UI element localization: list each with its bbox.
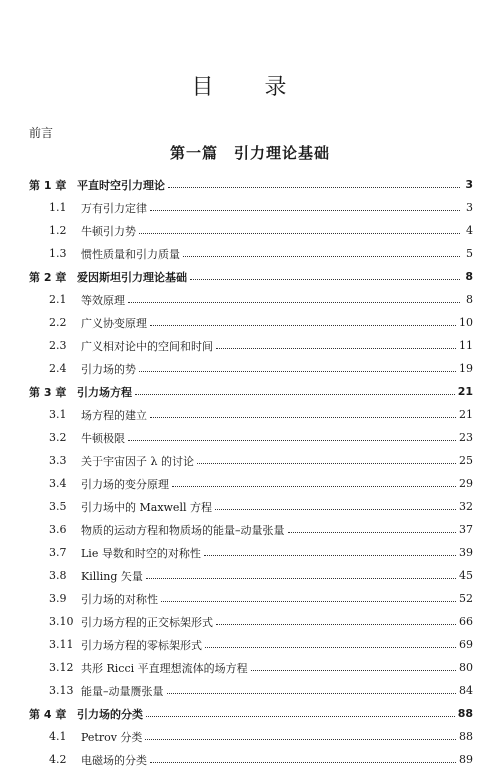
toc-entry-number: 3.2	[49, 431, 67, 444]
dot-leader	[150, 762, 456, 763]
toc-entry-title: 引力场的分类	[77, 707, 143, 721]
toc-entry-title: 引力场方程的正交标架形式	[81, 615, 213, 629]
toc-entry-page: 84	[459, 684, 473, 697]
toc-entry-number: 3.10	[49, 615, 74, 628]
toc-entry-title: 引力场中的 Maxwell 方程	[81, 500, 212, 514]
toc-entry-title: 等效原理	[81, 293, 125, 307]
dot-leader	[172, 486, 456, 487]
toc-section-row[interactable]	[29, 334, 473, 357]
toc-entry-title: 物质的运动方程和物质场的能量–动量张量	[81, 523, 285, 537]
dot-leader	[128, 302, 460, 303]
toc-entry-number: 3.11	[49, 638, 74, 651]
toc-entry-number: 3.5	[49, 500, 67, 513]
toc-chapter-row[interactable]	[29, 702, 473, 725]
toc-section-row[interactable]	[29, 587, 473, 610]
toc-entry-title: 关于宇宙因子 λ 的讨论	[81, 454, 194, 468]
toc-entry-title: Killing 矢量	[81, 569, 143, 583]
dot-leader	[204, 555, 456, 556]
toc-entry-page: 8	[466, 293, 473, 306]
toc-section-row[interactable]	[29, 242, 473, 265]
toc-entry-title: 能量–动量赝张量	[81, 684, 164, 698]
dot-leader	[135, 394, 455, 395]
toc-section-row[interactable]	[29, 610, 473, 633]
toc-section-row[interactable]	[29, 449, 473, 472]
dot-leader	[146, 716, 455, 717]
toc-entry-title: 引力场的势	[81, 362, 136, 376]
dot-leader	[205, 647, 456, 648]
toc-entry-page: 45	[459, 569, 473, 582]
toc-entry-title: 牛顿引力势	[81, 224, 136, 238]
toc-section-row[interactable]	[29, 196, 473, 219]
toc-entry-number: 4.1	[49, 730, 67, 743]
dot-leader	[251, 670, 456, 671]
toc-chapter-row[interactable]	[29, 380, 473, 403]
toc-entry-number: 3.3	[49, 454, 67, 467]
part-title: 第一篇 引力理论基础	[169, 144, 330, 162]
toc-entry-page: 4	[466, 224, 473, 237]
toc-entry-title: 广义协变原理	[81, 316, 147, 330]
toc-entry-number: 3.8	[49, 569, 67, 582]
toc-entry-page: 66	[459, 615, 473, 628]
dot-leader	[167, 693, 457, 694]
toc-section-row[interactable]	[29, 403, 473, 426]
toc-section-row[interactable]	[29, 311, 473, 334]
toc-entry-page: 37	[459, 523, 473, 536]
toc-entry-number: 第 3 章	[29, 385, 67, 399]
toc-entry-page: 21	[459, 408, 473, 421]
dot-leader	[216, 348, 456, 349]
toc-entry-page: 29	[459, 477, 473, 490]
toc-entry-page: 3	[465, 178, 473, 191]
dot-leader	[215, 509, 456, 510]
preface-entry[interactable]: 前言	[29, 126, 54, 140]
toc-entry-page: 88	[457, 707, 473, 720]
page-title: 目 录	[191, 75, 309, 100]
toc-entry-title: 惯性质量和引力质量	[81, 247, 180, 261]
dot-leader	[150, 210, 460, 211]
toc-entry-page: 89	[459, 753, 473, 766]
dot-leader	[183, 256, 460, 257]
toc-entry-title: 牛顿极限	[81, 431, 125, 445]
toc-entry-title: 共形 Ricci 平直理想流体的场方程	[81, 661, 248, 675]
toc-entry-number: 1.1	[49, 201, 67, 214]
toc-entry-page: 52	[459, 592, 473, 605]
dot-leader	[150, 325, 456, 326]
toc-entry-number: 3.12	[49, 661, 74, 674]
toc-entry-title: 引力场的对称性	[81, 592, 158, 606]
toc-entry-title: 广义相对论中的空间和时间	[81, 339, 213, 353]
toc-entry-page: 10	[459, 316, 473, 329]
dot-leader	[168, 187, 460, 188]
toc-section-row[interactable]	[29, 725, 473, 748]
toc-entry-number: 3.9	[49, 592, 67, 605]
toc-entry-page: 32	[459, 500, 473, 513]
dot-leader	[288, 532, 457, 533]
toc-entry-number: 3.1	[49, 408, 67, 421]
toc-entry-title: 引力场方程的零标架形式	[81, 638, 202, 652]
toc-entry-number: 3.6	[49, 523, 67, 536]
dot-leader	[128, 440, 456, 441]
toc-entry-title: 电磁场的分类	[81, 753, 147, 767]
toc-section-row[interactable]	[29, 495, 473, 518]
toc-entry-title: 平直时空引力理论	[77, 178, 165, 192]
toc-section-row[interactable]	[29, 633, 473, 656]
toc-entry-page: 69	[459, 638, 473, 651]
dot-leader	[161, 601, 456, 602]
toc-entry-page: 11	[459, 339, 473, 352]
toc-entry-number: 2.2	[49, 316, 67, 329]
dot-leader	[139, 371, 456, 372]
toc-entry-title: 爱因斯坦引力理论基础	[77, 270, 187, 284]
toc-entry-title: Petrov 分类	[81, 730, 143, 744]
toc-entry-page: 8	[465, 270, 473, 283]
toc-section-row[interactable]	[29, 679, 473, 702]
table-of-contents	[29, 173, 473, 771]
toc-entry-page: 19	[459, 362, 473, 375]
toc-section-row[interactable]	[29, 564, 473, 587]
dot-leader	[150, 417, 456, 418]
toc-entry-number: 第 4 章	[29, 707, 67, 721]
toc-entry-title: 引力场方程	[77, 385, 132, 399]
toc-entry-title: 万有引力定律	[81, 201, 147, 215]
toc-entry-number: 第 1 章	[29, 178, 67, 192]
toc-section-row[interactable]	[29, 219, 473, 242]
toc-entry-number: 1.3	[49, 247, 67, 260]
toc-section-row[interactable]	[29, 288, 473, 311]
toc-entry-title: Lie 导数和时空的对称性	[81, 546, 201, 560]
toc-entry-title: 引力场的变分原理	[81, 477, 169, 491]
toc-section-row[interactable]	[29, 426, 473, 449]
toc-chapter-row[interactable]	[29, 173, 473, 196]
toc-entry-number: 3.4	[49, 477, 67, 490]
toc-section-row[interactable]	[29, 472, 473, 495]
toc-entry-page: 5	[466, 247, 473, 260]
dot-leader	[146, 578, 456, 579]
toc-section-row[interactable]	[29, 357, 473, 380]
toc-entry-number: 第 2 章	[29, 270, 67, 284]
toc-entry-number: 2.4	[49, 362, 67, 375]
toc-entry-page: 25	[459, 454, 473, 467]
toc-section-row[interactable]	[29, 518, 473, 541]
toc-entry-page: 88	[459, 730, 473, 743]
toc-section-row[interactable]	[29, 541, 473, 564]
toc-entry-page: 39	[459, 546, 473, 559]
toc-entry-page: 21	[457, 385, 473, 398]
toc-entry-number: 3.13	[49, 684, 74, 697]
toc-entry-number: 2.3	[49, 339, 67, 352]
toc-section-row[interactable]	[29, 656, 473, 679]
toc-entry-number: 4.2	[49, 753, 67, 766]
toc-entry-page: 80	[459, 661, 473, 674]
dot-leader	[139, 233, 460, 234]
toc-section-row[interactable]	[29, 748, 473, 771]
dot-leader	[145, 739, 456, 740]
dot-leader	[197, 463, 456, 464]
toc-entry-page: 23	[459, 431, 473, 444]
toc-entry-number: 1.2	[49, 224, 67, 237]
toc-entry-title: 场方程的建立	[81, 408, 147, 422]
dot-leader	[216, 624, 456, 625]
dot-leader	[190, 279, 460, 280]
toc-entry-page: 3	[466, 201, 473, 214]
toc-entry-number: 3.7	[49, 546, 67, 559]
toc-entry-number: 2.1	[49, 293, 67, 306]
toc-chapter-row[interactable]	[29, 265, 473, 288]
